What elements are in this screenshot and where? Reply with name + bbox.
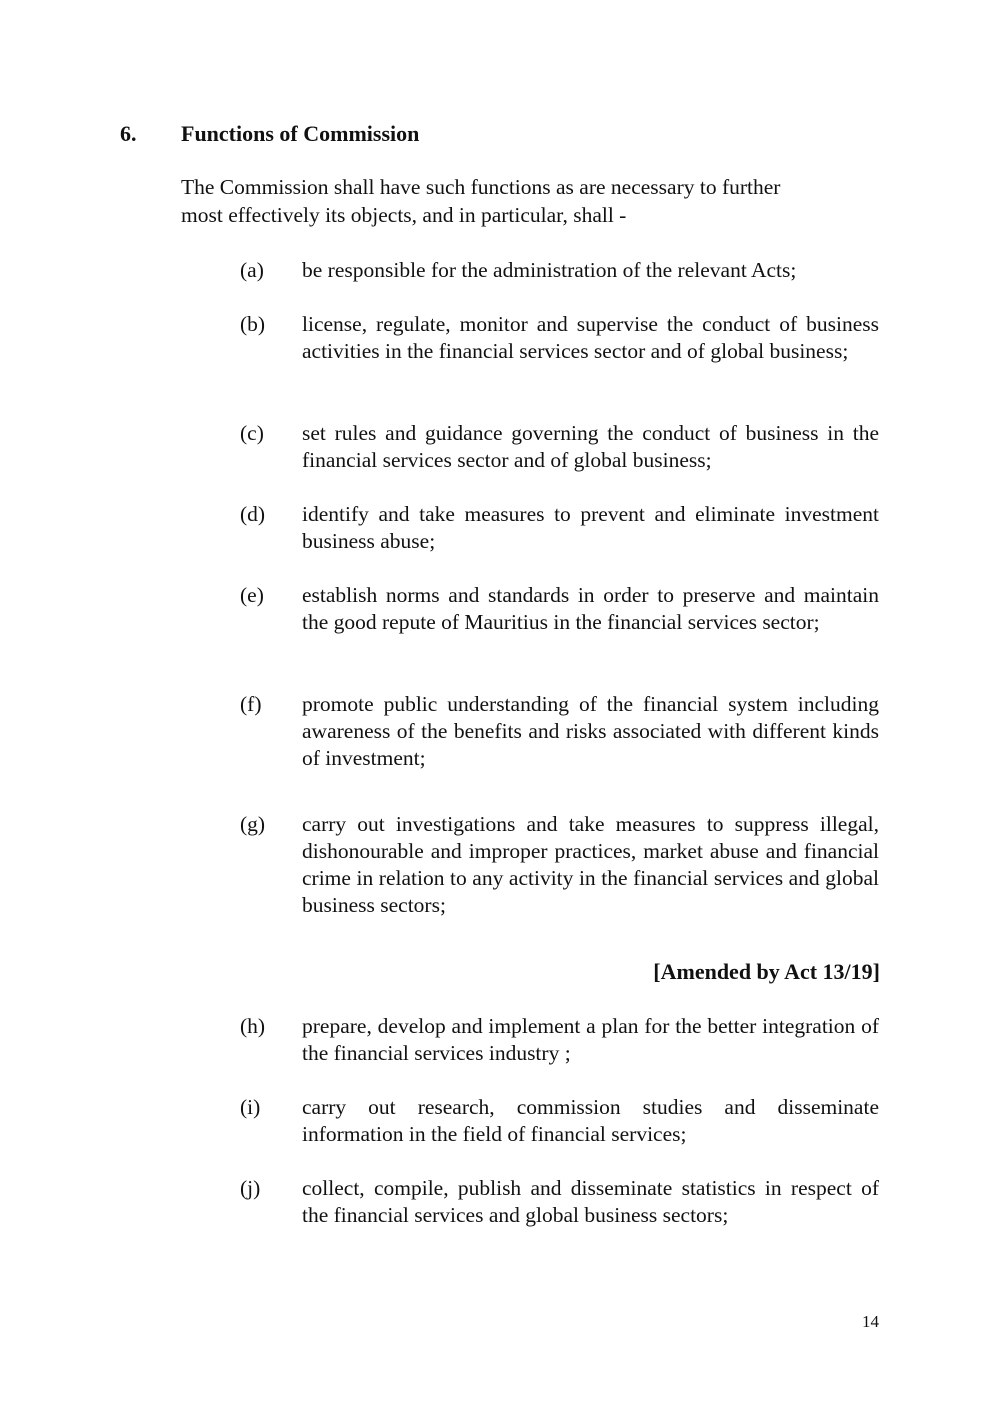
- item-label: (i): [240, 1095, 261, 1119]
- item-label: (h): [240, 1014, 266, 1038]
- item-label: (a): [240, 258, 264, 282]
- item-text: establish norms and standards in order to preserve and maintain the good repute of Mauritius in the financial services sector;: [302, 583, 879, 634]
- section-title: Functions of Commission: [181, 121, 420, 146]
- item-text: carry out research, commission studies and disseminate information in the field of financial services;: [302, 1095, 879, 1146]
- item-label: (g): [240, 812, 266, 836]
- item-text: promote public understanding of the financial system including awareness of the benefits and risks associated with different kinds of investment;: [302, 692, 879, 770]
- amendment-note: [Amended by Act 13/19]: [653, 959, 880, 984]
- item-text: collect, compile, publish and disseminate statistics in respect of the financial services and global business sectors;: [302, 1176, 879, 1227]
- item-label: (b): [240, 312, 266, 336]
- item-text: prepare, develop and implement a plan for the better integration of the financial services industry ;: [302, 1014, 879, 1065]
- item-text: identify and take measures to prevent and eliminate investment business abuse;: [302, 502, 879, 553]
- item-text: set rules and guidance governing the conduct of business in the financial services sector and of global business;: [302, 421, 879, 472]
- item-text: be responsible for the administration of the relevant Acts;: [302, 258, 797, 282]
- page-number: 14: [862, 1312, 879, 1331]
- item-label: (f): [240, 692, 262, 716]
- item-text: carry out investigations and take measures to suppress illegal, dishonourable and improper practices, market abuse and financial crime in relation to any activity in the financial services and global business sectors;: [302, 812, 879, 917]
- section-intro: The Commission shall have such functions as are necessary to further most effectively its objects, and in particular, shall -: [181, 175, 781, 227]
- item-label: (c): [240, 421, 264, 445]
- item-label: (j): [240, 1176, 261, 1200]
- item-text: license, regulate, monitor and supervise the conduct of business activities in the financial services sector and of global business;: [302, 312, 879, 363]
- item-label: (d): [240, 502, 266, 526]
- item-label: (e): [240, 583, 264, 607]
- section-number: 6.: [120, 121, 137, 146]
